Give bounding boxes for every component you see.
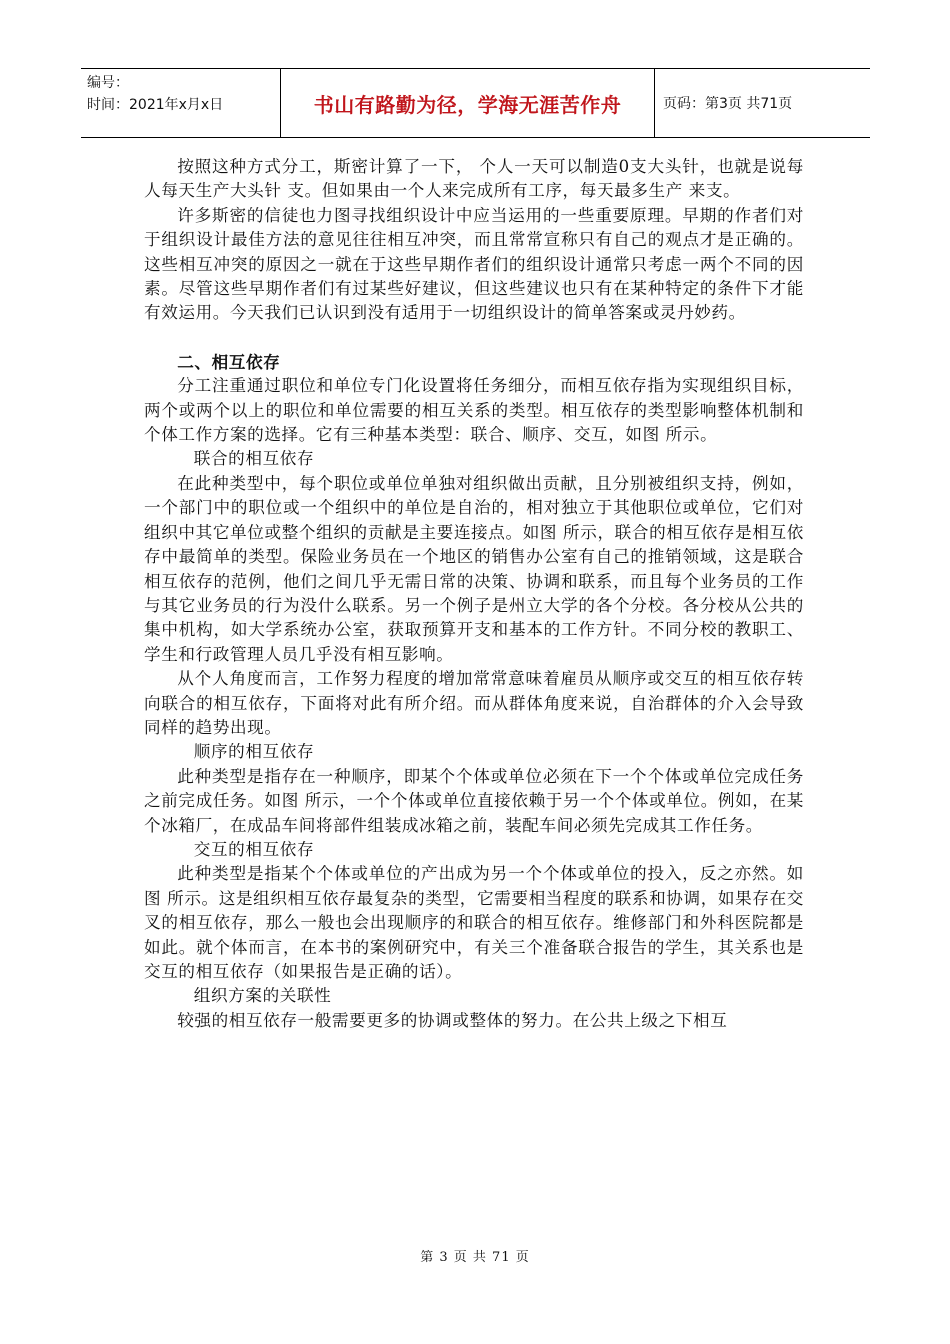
document-time-label: 时间：2021年x月x日 bbox=[87, 97, 224, 113]
paragraph: 许多斯密的信徒也力图寻找组织设计中应当运用的一些重要原理。早期的作者们对于组织设计最佳方法的意见往往相互冲突，而且常常宣称只有自己的观点才是正确的。这些相互冲突的原因之一就在于这些早期作者们的组织设计通常只考虑一两个不同的因素。尽管这些早期作者们有过某些好建议，但这些建议也只有在某种特定的条件下才能有效运用。今天我们已认识到没有适用于一切组织设计的简单答案或灵丹妙药。 bbox=[144, 205, 804, 323]
header-meta bbox=[81, 69, 281, 137]
page-header bbox=[81, 68, 870, 138]
paragraph: 从个人角度而言，工作努力程度的增加常常意味着雇员从顺序或交互的相互依存转向联合的相互依存，下面将对此有所介绍。而从群体角度来说，自治群体的介入会导致同样的趋势出现。 bbox=[144, 669, 804, 737]
document-number-label: 编号： bbox=[87, 75, 129, 91]
section-gap bbox=[144, 326, 804, 350]
paragraph: 在此种类型中，每个职位或单位单独对组织做出贡献，且分别被组织支持，例如，一个部门中的职位或一个组织中的单位是自治的，相对独立于其他职位或单位，它们对组织中其它单位或整个组织的贡献是主要连接点。如图 所示，联合的相互依存是相互依存中最简单的类型。保险业务员在一个地区的销售办公室有自己的推销领域，这是联合相互依存的范例，他们之间几乎无需日常的决策、协调和联系，而且每个业务员的工作与其它业务员的行为没什么联系。另一个例子是州立大学的各个分校。各分校从公共的集中机构，如大学系统办公室，获取预算开支和基本的工作方针。不同分校的教职工、学生和行政管理人员几乎没有相互影响。 bbox=[144, 473, 804, 664]
paragraph: 分工注重通过职位和单位专门化设置将任务细分，而相互依存指为实现组织目标，两个或两个以上的职位和单位需要的相互关系的类型。相互依存的类型影响整体机制和个体工作方案的选择。它有三种基本类型：联合、顺序、交互，如图 所示。 bbox=[144, 376, 804, 445]
subsection-heading: 交互的相互依存 bbox=[193, 839, 315, 859]
document-body bbox=[144, 155, 804, 1033]
section-heading: 二、相互依存 bbox=[177, 351, 281, 372]
subsection-heading: 顺序的相互依存 bbox=[193, 742, 315, 762]
subsection-heading: 联合的相互依存 bbox=[193, 449, 315, 469]
paragraph: 此种类型是指某个个体或单位的产出成为另一个个体或单位的投入，反之亦然。如图 所示。这是组织相互依存最复杂的类型，它需要相当程度的联系和协调，如果存在交叉的相互依存，那么一般也会出现顺序的和联合的相互依存。维修部门和外科医院都是如此。就个体而言，在本书的案例研究中，有关三个准备联合报告的学生，其关系也是交互的相互依存（如果报告是正确的话）。 bbox=[144, 864, 804, 981]
paragraph: 按照这种方式分工，斯密计算了一下， 个人一天可以制造0支大头针，也就是说每人每天生产大头针 支。但如果由一个人来完成所有工序，每天最多生产 来支。 bbox=[144, 157, 804, 201]
paragraph: 较强的相互依存一般需要更多的协调或整体的努力。在公共上级之下相互 bbox=[177, 1010, 728, 1030]
header-motto: 书山有路勤为径，学海无涯苦作舟 bbox=[281, 69, 655, 137]
page-footer: 第 3 页 共 71 页 bbox=[420, 1250, 530, 1265]
subsection-heading: 组织方案的关联性 bbox=[193, 986, 332, 1006]
paragraph: 此种类型是指存在一种顺序，即某个个体或单位必须在下一个个体或单位完成任务之前完成任务。如图 所示，一个个体或单位直接依赖于另一个个体或单位。例如，在某个冰箱厂，在成品车间将部件组装成冰箱之前，装配车间必须先完成其工作任务。 bbox=[144, 766, 804, 835]
header-page-info: 页码：第3页 共71页 bbox=[663, 96, 793, 112]
